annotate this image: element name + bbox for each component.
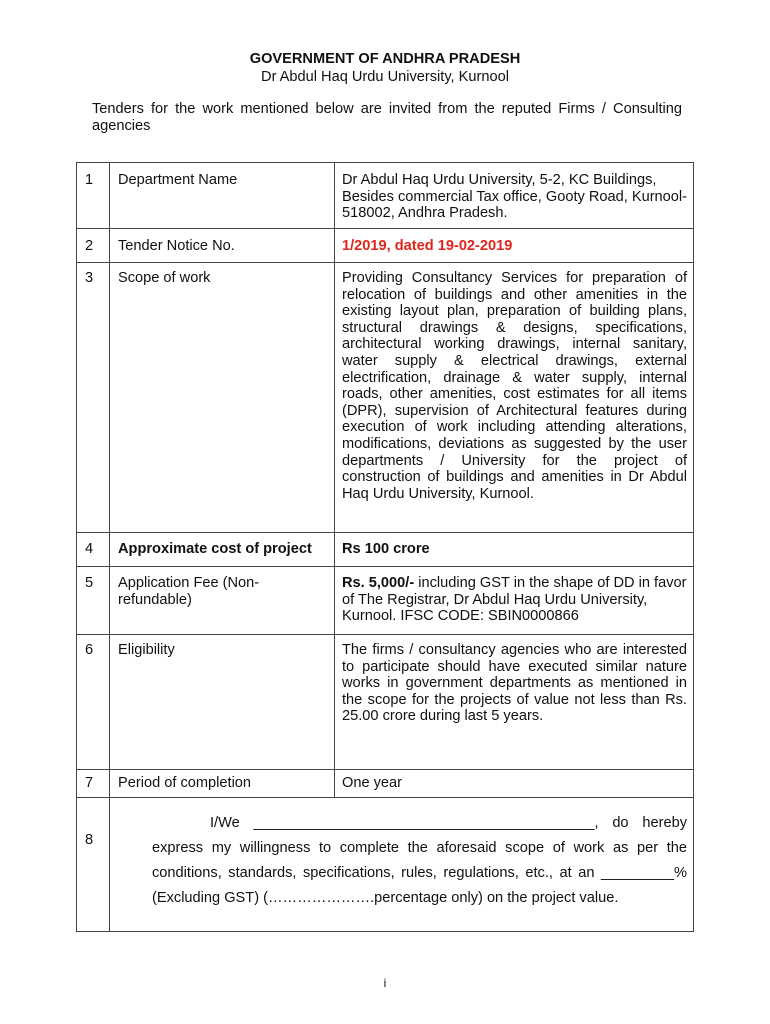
row-value — [335, 567, 694, 635]
document-subtitle: Dr Abdul Haq Urdu University, Kurnool — [261, 69, 509, 85]
declaration-text — [110, 798, 694, 932]
row-label: Scope of work — [110, 263, 335, 533]
row-number: 2 — [77, 229, 110, 263]
row-label: Period of completion — [110, 770, 335, 798]
page-number: i — [383, 976, 387, 990]
intro-paragraph: Tenders for the work mentioned below are invited from the reputed Firms / Consulting agencies — [92, 101, 682, 134]
row-number: 3 — [77, 263, 110, 533]
table-row — [77, 229, 694, 263]
fee-details: including GST in the shape of DD in favor of The Registrar, Dr Abdul Haq Urdu University, Kurnool. IFSC CODE: SBIN0000866 — [342, 575, 687, 625]
table-row — [77, 263, 694, 533]
row-value: Rs 100 crore — [335, 533, 694, 567]
row-value: The firms / consultancy agencies who are interested to participate should have executed similar nature works in government departments as mentioned in the scope for the projects of value not less than Rs. 25.00 crore during last 5 years. — [335, 635, 694, 770]
row-value: Providing Consultancy Services for preparation of relocation of buildings and other amenities in the existing layout plan, preparation of building plans, structural drawings & designs, specifications, architectural working drawings, internal sanitary, water supply & electrical drawings, external electrification, drainage & water supply, internal roads, other amenities, cost estimates for all items (DPR), supervision of Architectural features during execution of work including attending alterations, modifications, deviations as suggested by the user departments / University for the project of construction of buildings and amenities in Dr Abdul Haq Urdu University, Kurnool. — [335, 263, 694, 533]
declaration-line-1: I/We __________________________________________, do hereby — [210, 815, 687, 831]
table-row — [77, 163, 694, 229]
row-number: 5 — [77, 567, 110, 635]
row-label: Approximate cost of project — [110, 533, 335, 567]
table-row — [77, 635, 694, 770]
document-header — [0, 50, 770, 86]
tender-details-table — [76, 162, 694, 932]
row-number: 7 — [77, 770, 110, 798]
row-label: Application Fee (Non-refundable) — [110, 567, 335, 635]
table-row — [77, 533, 694, 567]
declaration-body: express my willingness to complete the aforesaid scope of work as per the conditions, standards, specifications, rules, regulations, etc., at an _________% (Excluding GST) (………………….percentage only) on the project value. — [152, 840, 687, 906]
row-label: Eligibility — [110, 635, 335, 770]
table-row — [77, 770, 694, 798]
row-number: 6 — [77, 635, 110, 770]
row-number: 1 — [77, 163, 110, 229]
document-title: GOVERNMENT OF ANDHRA PRADESH — [249, 51, 521, 67]
row-label: Department Name — [110, 163, 335, 229]
row-number: 8 — [77, 798, 110, 932]
fee-amount: Rs. 5,000/- — [342, 575, 415, 591]
row-value: Dr Abdul Haq Urdu University, 5-2, KC Buildings, Besides commercial Tax office, Gooty Road, Kurnool-518002, Andhra Pradesh. — [335, 163, 694, 229]
row-value: One year — [335, 770, 694, 798]
table-row — [77, 567, 694, 635]
row-label: Tender Notice No. — [110, 229, 335, 263]
row-number: 4 — [77, 533, 110, 567]
tender-notice-value: 1/2019, dated 19-02-2019 — [335, 229, 694, 263]
declaration-row — [77, 798, 694, 932]
